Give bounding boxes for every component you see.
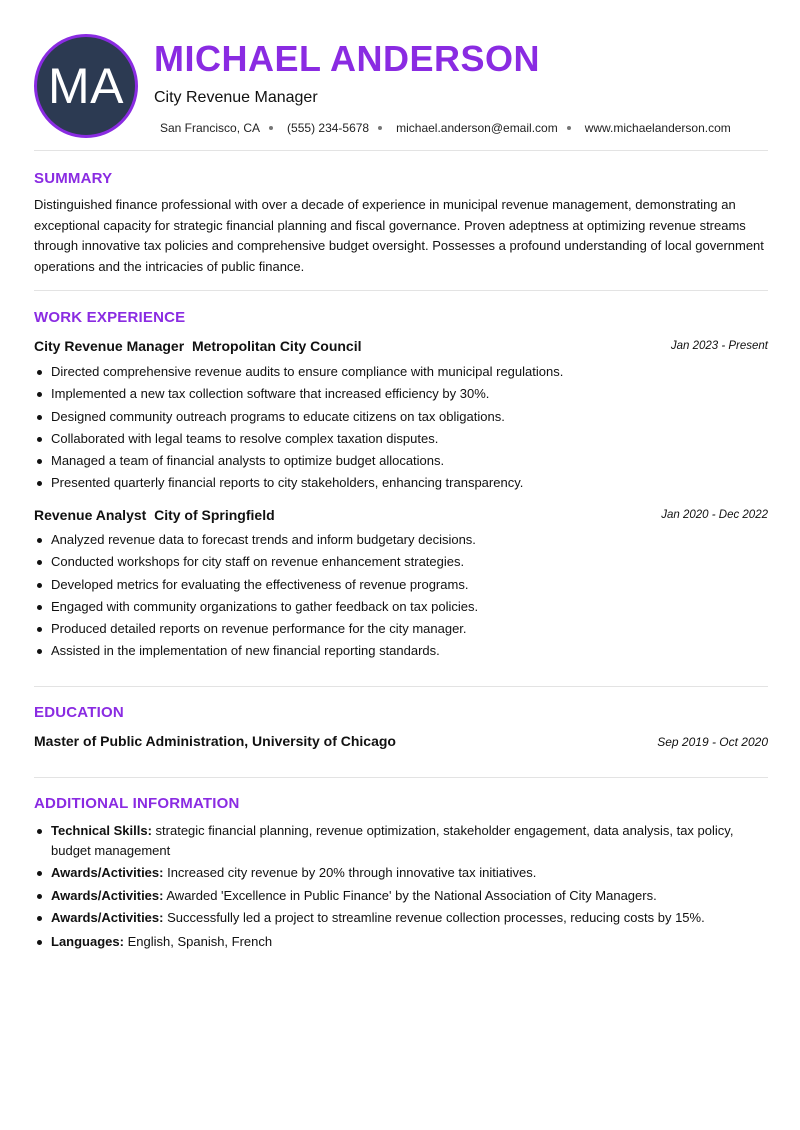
list-item	[34, 863, 768, 883]
summary-text: Distinguished finance professional with over a decade of experience in municipal revenue management, demonstrating an exceptional capacity for strategic financial planning and fiscal governance. Proven adeptness at optimizing revenue streams through innovative tax policies and comprehensive budget oversight. Possesses a profound understanding of local government operations and the intricacies of public finance.	[34, 197, 764, 274]
list-item: Implemented a new tax collection software that increased efficiency by 30%.	[34, 383, 768, 405]
list-item: Managed a team of financial analysts to optimize budget allocations.	[34, 450, 768, 472]
divider	[34, 150, 768, 151]
contact-email[interactable]: michael.anderson@email.com	[396, 121, 558, 135]
list-item: Engaged with community organizations to gather feedback on tax policies.	[34, 596, 768, 618]
job-dates: Jan 2020 - Dec 2022	[661, 509, 768, 521]
list-item	[34, 886, 768, 906]
candidate-name: MICHAEL ANDERSON	[154, 38, 541, 79]
education-dates: Sep 2019 - Oct 2020	[657, 735, 768, 749]
list-item	[34, 908, 768, 928]
list-item: Assisted in the implementation of new financial reporting standards.	[34, 640, 768, 662]
contact-phone: (555) 234-5678	[287, 121, 370, 135]
list-item: Designed community outreach programs to educate citizens on tax obligations.	[34, 406, 768, 428]
divider	[34, 686, 768, 687]
contact-location: San Francisco, CA	[160, 121, 261, 135]
list-item	[34, 932, 768, 952]
list-item	[34, 821, 768, 860]
separator-dot	[567, 126, 571, 130]
item-label: Awards/Activities:	[51, 865, 164, 880]
divider	[34, 777, 768, 778]
job-bullets	[34, 361, 768, 495]
contact-website[interactable]: www.michaelanderson.com	[584, 121, 731, 135]
candidate-role: City Revenue Manager	[154, 89, 318, 106]
additional-list	[34, 821, 768, 954]
education-entry	[34, 733, 768, 753]
contact-line	[160, 121, 731, 135]
item-text: English, Spanish, French	[127, 933, 273, 949]
degree: Master of Public Administration, University of Chicago	[34, 733, 396, 749]
list-item: Presented quarterly financial reports to city stakeholders, enhancing transparency.	[34, 472, 768, 494]
item-text: Successfully led a project to streamline revenue collection processes, reducing costs by 15%.	[167, 910, 705, 925]
job-bullets	[34, 529, 768, 663]
separator-dot	[269, 126, 273, 130]
separator-dot	[378, 126, 382, 130]
item-label: Awards/Activities:	[51, 887, 164, 903]
summary-heading: SUMMARY	[34, 170, 113, 187]
item-text: Increased city revenue by 20% through innovative tax initiatives.	[167, 865, 537, 880]
item-text: Awarded 'Excellence in Public Finance' by the National Association of City Managers.	[166, 887, 657, 903]
job-title: City Revenue Manager Metropolitan City Council	[34, 338, 362, 354]
job-header	[34, 338, 768, 358]
avatar-initials: MA	[48, 58, 124, 114]
job-title: Revenue Analyst City of Springfield	[34, 507, 275, 523]
additional-heading: ADDITIONAL INFORMATION	[34, 795, 240, 812]
item-label: Languages:	[51, 933, 124, 949]
experience-heading: WORK EXPERIENCE	[34, 309, 186, 326]
list-item: Directed comprehensive revenue audits to ensure compliance with municipal regulations.	[34, 361, 768, 383]
list-item: Collaborated with legal teams to resolve complex taxation disputes.	[34, 428, 768, 450]
list-item: Analyzed revenue data to forecast trends and inform budgetary decisions.	[34, 529, 768, 551]
list-item: Produced detailed reports on revenue performance for the city manager.	[34, 618, 768, 640]
item-text: strategic financial planning, revenue optimization, stakeholder engagement, data analysis, tax policy, budget management	[51, 823, 734, 858]
job-header	[34, 507, 768, 527]
job-dates: Jan 2023 - Present	[670, 340, 768, 352]
list-item: Developed metrics for evaluating the effectiveness of revenue programs.	[34, 574, 768, 596]
education-heading: EDUCATION	[34, 704, 124, 721]
item-label: Awards/Activities:	[51, 910, 164, 925]
resume-header	[34, 34, 768, 138]
divider	[34, 290, 768, 291]
item-label: Technical Skills:	[51, 823, 152, 838]
list-item: Conducted workshops for city staff on revenue enhancement strategies.	[34, 551, 768, 573]
avatar	[34, 34, 138, 138]
